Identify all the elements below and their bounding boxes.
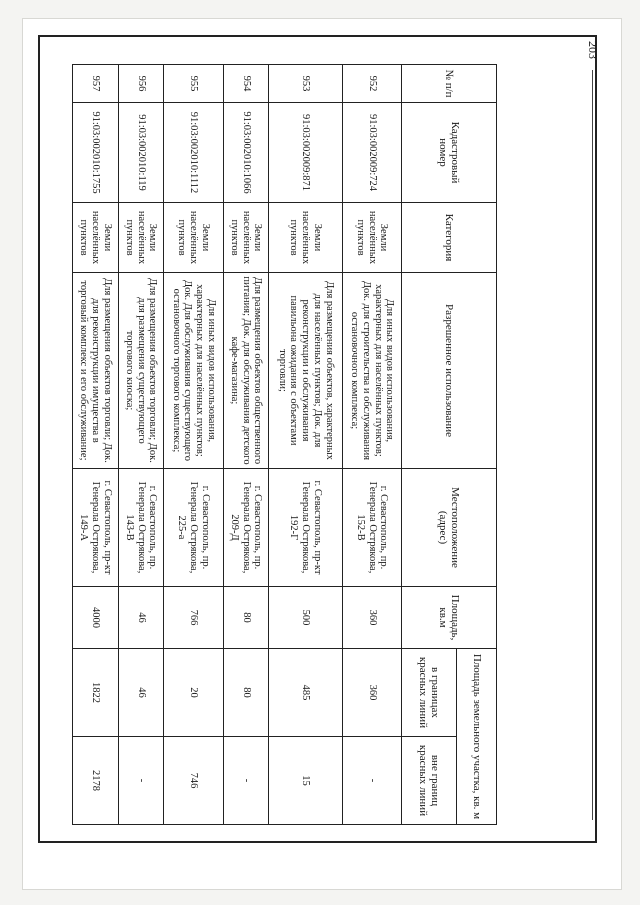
cell-area: 766 bbox=[164, 587, 223, 649]
cell-cadastral: 91:03:002010:1112 bbox=[164, 103, 223, 203]
cell-category: Земли населённых пунктов bbox=[164, 203, 223, 273]
cell-inside: 1822 bbox=[73, 649, 119, 737]
cell-permitted-use: Для размещения объектов торговли; Док. для размещения существующего торгового киоска; bbox=[118, 273, 164, 469]
cell-num: 952 bbox=[342, 65, 401, 103]
table-row bbox=[118, 65, 164, 825]
cell-outside: 746 bbox=[164, 737, 223, 825]
header-category: Категория bbox=[402, 203, 497, 273]
cell-cadastral: 91:03:002010:1066 bbox=[223, 103, 269, 203]
cell-outside: - bbox=[118, 737, 164, 825]
cell-category: Земли населённых пунктов bbox=[223, 203, 269, 273]
cell-area: 360 bbox=[342, 587, 401, 649]
header-permitted-use: Разрешенное использование bbox=[402, 273, 497, 469]
table-row bbox=[223, 65, 269, 825]
cell-permitted-use: Для иных видов использования, характерных для населённых пунктов; Док. для строительства и обслуживания остановочного комплекса; bbox=[342, 273, 401, 469]
page-rule bbox=[592, 70, 593, 820]
cell-outside: - bbox=[223, 737, 269, 825]
cell-num: 955 bbox=[164, 65, 223, 103]
cell-area: 4000 bbox=[73, 587, 119, 649]
header-land-area-group: Площадь земельного участка, кв. м bbox=[457, 649, 497, 825]
rotated-table-container bbox=[72, 64, 497, 824]
cell-location: г. Севастополь, пр. Генерала Острякова, 225-а bbox=[164, 469, 223, 587]
header-outside-red-lines: вне границ красных линий bbox=[402, 737, 457, 825]
cell-location: г. Севастополь, пр. Генерала Острякова, 152-В bbox=[342, 469, 401, 587]
table-body bbox=[73, 65, 402, 825]
cell-permitted-use: Для размещения объектов торговли; Док. для реконструкции имущества в торговый комплекс и его обслуживание; bbox=[73, 273, 119, 469]
cell-category: Земли населённых пунктов bbox=[269, 203, 342, 273]
header-num: № п/п bbox=[402, 65, 497, 103]
table-row bbox=[164, 65, 223, 825]
cadastral-table bbox=[72, 64, 497, 825]
cell-category: Земли населённых пунктов bbox=[118, 203, 164, 273]
cell-inside: 80 bbox=[223, 649, 269, 737]
cell-inside: 485 bbox=[269, 649, 342, 737]
cell-outside: 15 bbox=[269, 737, 342, 825]
cell-cadastral: 91:03:002010:1755 bbox=[73, 103, 119, 203]
table-row bbox=[73, 65, 119, 825]
cell-category: Земли населённых пунктов bbox=[342, 203, 401, 273]
cell-outside: - bbox=[342, 737, 401, 825]
cell-num: 953 bbox=[269, 65, 342, 103]
cell-cadastral: 91:03:002009:724 bbox=[342, 103, 401, 203]
cell-cadastral: 91:03:002009:871 bbox=[269, 103, 342, 203]
cell-num: 957 bbox=[73, 65, 119, 103]
table-row bbox=[269, 65, 342, 825]
header-cadastral: Кадастровый номер bbox=[402, 103, 497, 203]
table-wrapper bbox=[72, 64, 483, 824]
cell-inside: 20 bbox=[164, 649, 223, 737]
cell-cadastral: 91:03:002010:119 bbox=[118, 103, 164, 203]
cell-location: г. Севастополь, пр. Генерала Острякова, 209-Д bbox=[223, 469, 269, 587]
cell-permitted-use: Для размещения объектов, характерных для населённых пунктов; Док. для реконструкции и обслуживания павильона ожидания с объектами торговли; bbox=[269, 273, 342, 469]
cell-area: 80 bbox=[223, 587, 269, 649]
cell-outside: 2178 bbox=[73, 737, 119, 825]
header-inside-red-lines: в границах красных линий bbox=[402, 649, 457, 737]
header-location: Местоположение (адрес) bbox=[402, 469, 497, 587]
cell-area: 500 bbox=[269, 587, 342, 649]
table-row bbox=[342, 65, 401, 825]
cell-inside: 46 bbox=[118, 649, 164, 737]
cell-num: 956 bbox=[118, 65, 164, 103]
cell-location: г. Севастополь, пр. Генерала Острякова, 143-В bbox=[118, 469, 164, 587]
cell-location: г. Севастополь, пр-кт Генерала Острякова, 149-А bbox=[73, 469, 119, 587]
table-header bbox=[402, 65, 497, 825]
cell-permitted-use: Для иных видов использования, характерных для населённых пунктов; Док. Для обслуживания существующего остановочного торгового комплекса; bbox=[164, 273, 223, 469]
cell-area: 46 bbox=[118, 587, 164, 649]
header-area: Площадь, кв.м bbox=[402, 587, 497, 649]
page-number: 203 bbox=[586, 41, 600, 59]
cell-location: г. Севастополь, пр-кт Генерала Острякова, 192-Г bbox=[269, 469, 342, 587]
cell-category: Земли населённых пунктов bbox=[73, 203, 119, 273]
cell-inside: 360 bbox=[342, 649, 401, 737]
cell-permitted-use: Для размещения объектов общественного питания; Док. для обслуживания детского кафе-магазина; bbox=[223, 273, 269, 469]
cell-num: 954 bbox=[223, 65, 269, 103]
